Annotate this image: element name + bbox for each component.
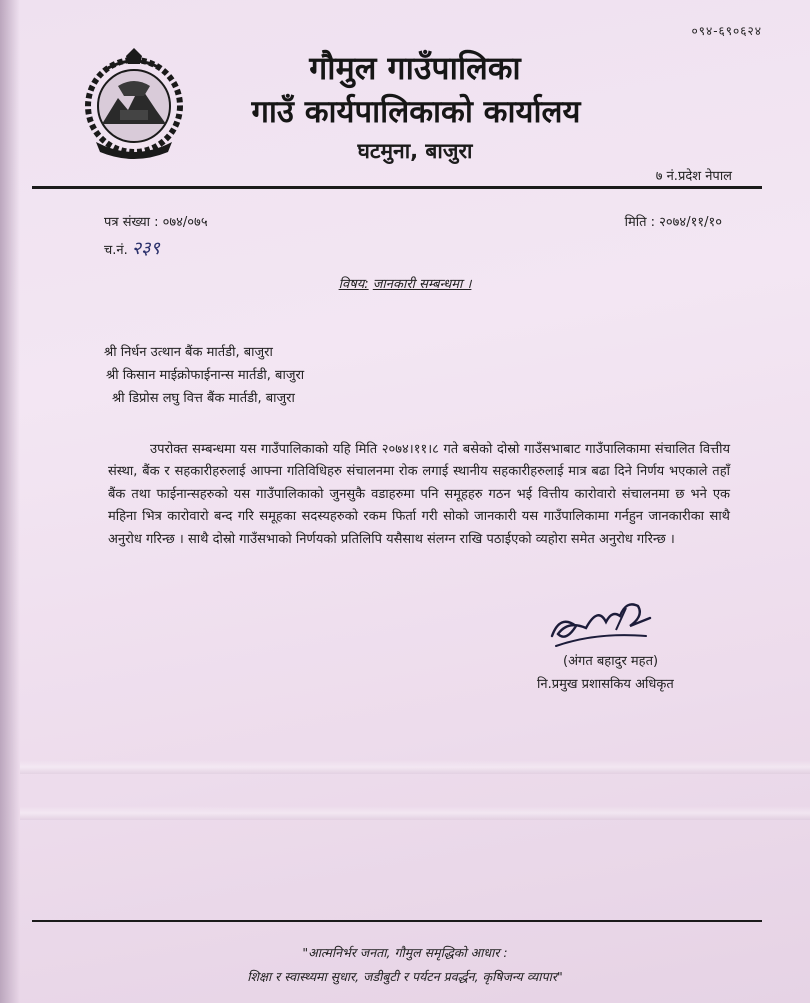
letter-date: मिति : २०७४/११/१०: [624, 215, 722, 230]
signature-icon: [546, 596, 658, 654]
recipient-item: श्री किसान माईक्रोफाईनान्स मार्तडी, बाजुरा: [106, 368, 305, 383]
page-shadow-edge: [0, 0, 20, 1003]
subject-text: जानकारी सम्बन्धमा ।: [372, 277, 472, 292]
subject-line: [0, 274, 810, 292]
nepal-emblem-icon: [78, 46, 190, 162]
office-title-line2: गाउँ कार्यपालिकाको कार्यालय: [251, 94, 581, 130]
recipient-list: [104, 341, 304, 410]
reference-number: पत्र संख्या : ०७४/०७५: [104, 215, 208, 230]
footer-motto-line1: "आत्मनिर्भर जनता, गौमुल समृद्धिको आधार :: [302, 945, 508, 960]
signer-title: नि.प्रमुख प्रशासकिय अधिकृत: [537, 677, 674, 692]
phone-number: ०९४-६९०६२४: [691, 24, 762, 38]
province-label: ७ नं.प्रदेश नेपाल: [655, 169, 732, 184]
signer-name: (अंगत बहादुर महत): [563, 654, 659, 669]
office-address: घटमुना, बाजुरा: [357, 139, 473, 163]
paper-fold: [20, 806, 810, 820]
footer-divider: [32, 920, 762, 922]
dispatch-number: [104, 236, 160, 260]
footer-motto-line2: शिक्षा र स्वास्थ्यमा सुधार, जडीबुटी र पर्यटन प्रवर्द्धन, कृषिजन्य व्यापार": [247, 969, 563, 984]
dispatch-number-handwritten: २३९: [131, 238, 160, 259]
recipient-item: श्री डिप्रोस लघु वित्त बैंक मार्तडी, बाजुरा: [112, 391, 295, 406]
header-divider: [32, 186, 762, 189]
letter-body: उपरोक्त सम्बन्धमा यस गाउँपालिकाको यहि मिति २०७४।११।८ गते बसेको दोस्रो गाउँसभाबाट गाउँपालिकामा संचालित वित्तीय संस्था, बैंक र सहकारीहरुलाई आफ्ना गतिविधिहरु संचालनमा रोक लगाई स्थानीय सहकारीहरुलाई मात्र बढा दिने निर्णय भएकाले तहाँ बैंक तथा फाईनान्सहरुको यस गाउँपालिकाको जुनसुकै वडाहरुमा पनि समूहहरु गठन भई वित्तीय कारोवारो संचालनमा छ भने एक महिना भित्र कारोवारो बन्द गरि समूहका सदस्यहरुको रकम फिर्ता गरी सोको जानकारी यस गाउँपालिकामा गर्नहुन जानकारीका साथै अनुरोध गरिन्छ । साथै दोस्रो गाउँसभाको निर्णयको प्रतिलिपि यसैसाथ संलग्न राखि पठाईएको व्यहोरा समेत अनुरोध गरिन्छ ।: [108, 442, 730, 547]
dispatch-label: च.नं.: [104, 243, 128, 258]
subject-label: विषय:: [338, 277, 369, 292]
recipient-item: श्री निर्धन उत्थान बैंक मार्तडी, बाजुरा: [104, 345, 273, 360]
paper-fold: [20, 760, 810, 774]
office-title-line1: गौमुल गाउँपालिका: [309, 49, 521, 87]
